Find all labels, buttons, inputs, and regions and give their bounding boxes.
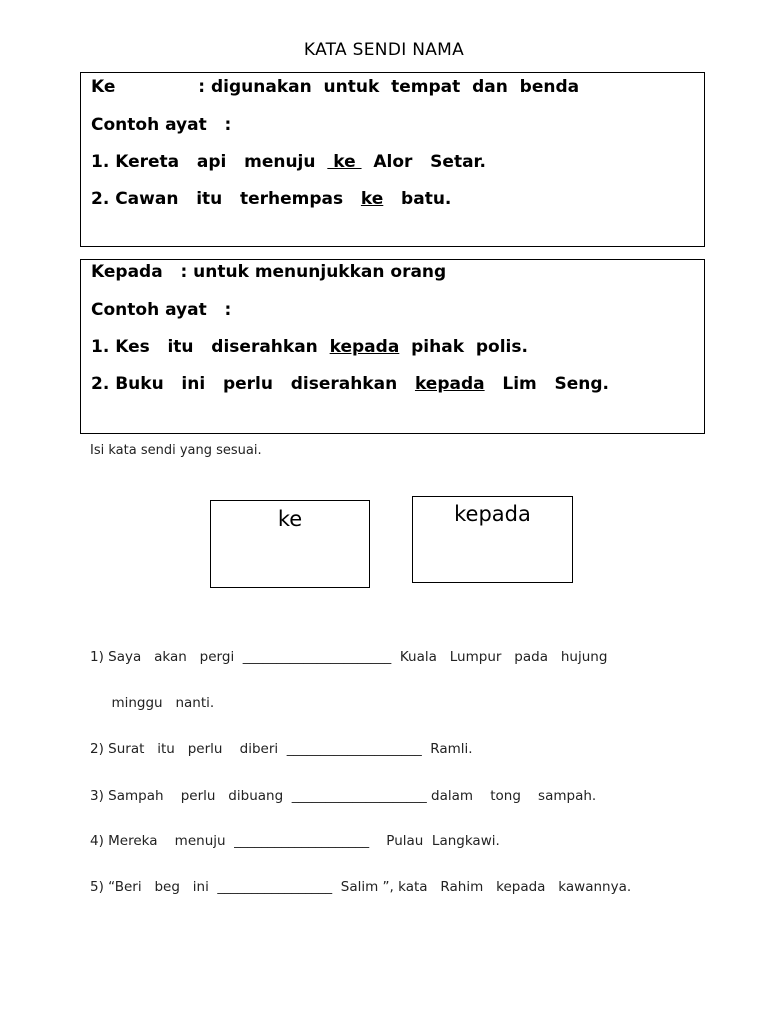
question-3: 3) Sampah perlu dibuang ____________________ dalam tong sampah. — [90, 788, 597, 804]
example-sentence-1: 1. Kereta api menuju ke Alor Setar. — [91, 152, 486, 172]
question-4: 4) Mereka menuju ____________________ Pulau Langkawi. — [90, 833, 500, 849]
word-choice-box: kepada — [412, 496, 573, 583]
example-heading: Contoh ayat : — [91, 300, 232, 320]
instruction-text: Isi kata sendi yang sesuai. — [90, 443, 262, 458]
question-1-continued: minggu nanti. — [90, 695, 215, 711]
definition-box-ke — [80, 72, 705, 247]
page-title: KATA SENDI NAMA — [303, 40, 465, 60]
example-heading: Contoh ayat : — [91, 115, 232, 135]
question-1: 1) Saya akan pergi ______________________ Kuala Lumpur pada hujung — [90, 649, 608, 665]
example-sentence-2: 2. Cawan itu terhempas ke batu. — [91, 189, 452, 209]
question-2: 2) Surat itu perlu diberi ____________________ Ramli. — [90, 741, 473, 757]
question-5: 5) “Beri beg ini _________________ Salim ”, kata Rahim kepada kawannya. — [90, 879, 632, 895]
definition-kepada: Kepada : untuk menunjukkan orang — [91, 262, 447, 282]
highlighted-word: kepada — [414, 374, 485, 394]
example-sentence-2: 2. Buku ini perlu diserahkan kepada Lim Seng. — [91, 374, 610, 394]
highlighted-word: ke — [327, 152, 362, 172]
definition-box-kepada — [80, 259, 705, 434]
word-choice-box: ke — [210, 500, 370, 588]
highlighted-word: ke — [360, 189, 384, 209]
definition-ke: Ke : digunakan untuk tempat dan benda — [91, 77, 580, 97]
example-sentence-1: 1. Kes itu diserahkan kepada pihak polis. — [91, 337, 528, 357]
highlighted-word: kepada — [329, 337, 400, 357]
